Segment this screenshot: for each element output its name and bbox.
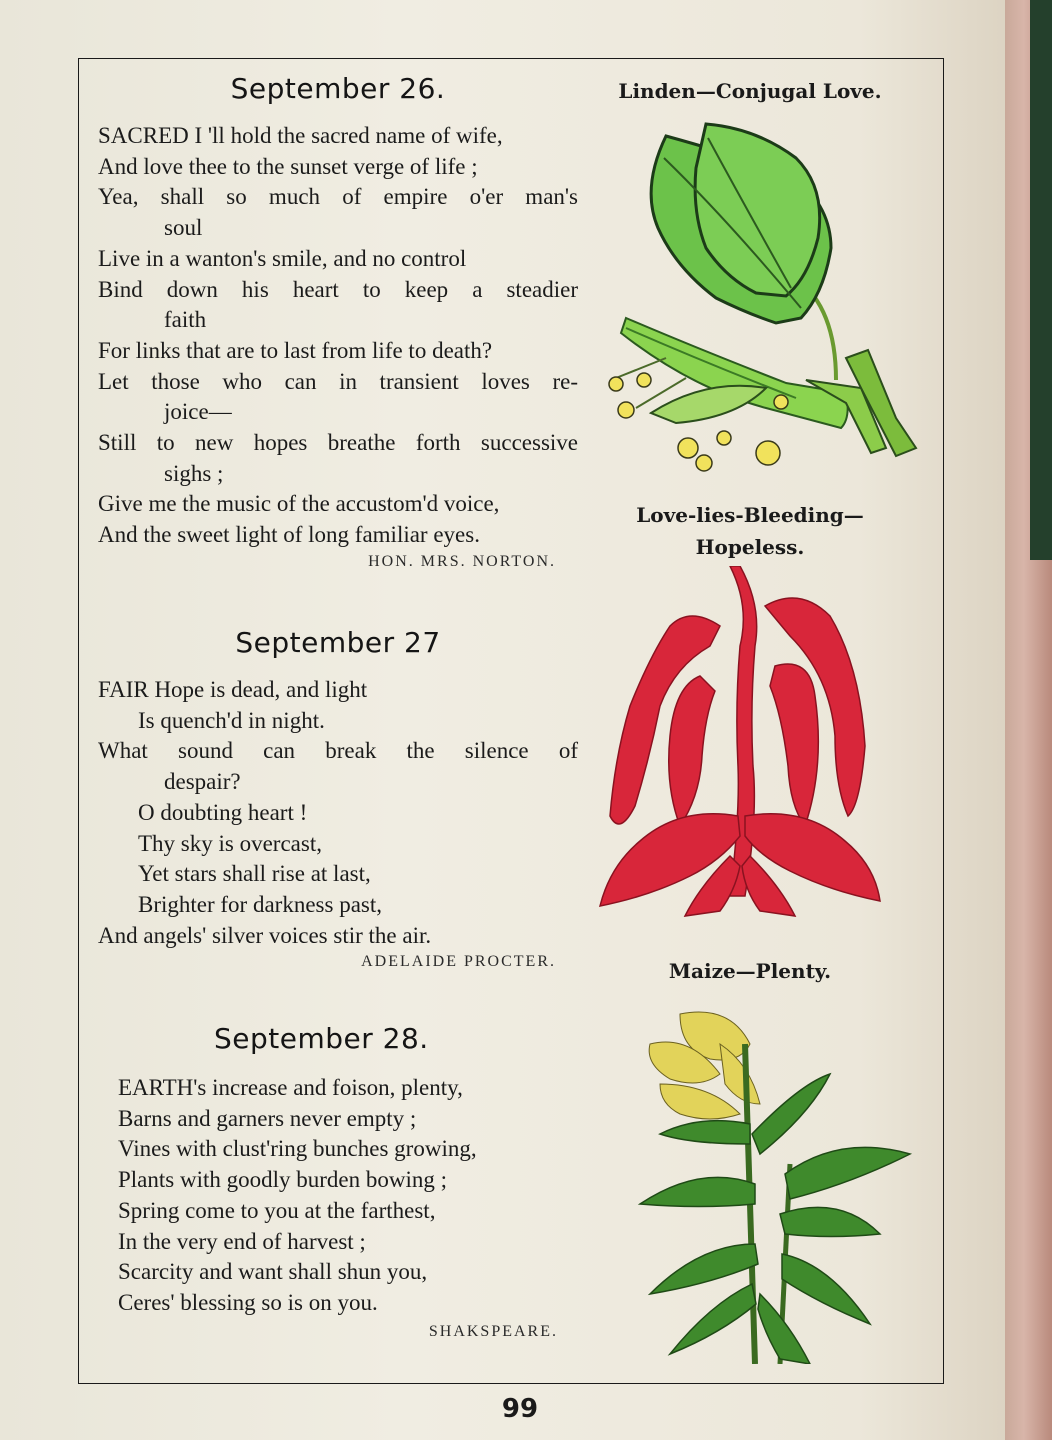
poem-line: Still to new hopes breathe forth successive [98, 430, 578, 456]
poem-line: Vines with clust'ring bunches growing, [118, 1136, 477, 1162]
poem-line: Brighter for darkness past, [138, 891, 382, 917]
entry-date: September 27 [235, 626, 441, 659]
poem-line: Barns and garners never empty ; [118, 1105, 417, 1131]
poem [98, 675, 578, 951]
caption-hopeless: Hopeless. [695, 535, 805, 559]
poem-line: Bind down his heart to keep a steadier [98, 276, 578, 302]
poem-line: Live in a wanton's smile, and no control [98, 245, 467, 271]
poem-line: Yet stars shall rise at last, [138, 861, 371, 887]
caption-love-lies-bleeding: Love-lies-Bleeding— [636, 503, 864, 527]
poem-line: Give me the music of the accustom'd voice, [98, 491, 500, 517]
poem-line: FAIR Hope is dead, and light [98, 677, 368, 702]
poem-author: HON. MRS. NORTON. [368, 552, 556, 570]
poem-line: Ceres' blessing so is on you. [118, 1289, 378, 1315]
poem-line: What sound can break the silence of [98, 738, 578, 764]
poem [98, 121, 578, 551]
entry-date: September 28. [214, 1022, 429, 1055]
page-number: 99 [501, 1394, 539, 1424]
poem-author: ADELAIDE PROCTER. [361, 953, 556, 971]
poem-line: faith [164, 307, 207, 333]
poem-line: Spring come to you at the farthest, [118, 1197, 436, 1223]
poem-line: And the sweet light of long familiar eyes. [98, 522, 480, 548]
poem-line: SACRED I 'll hold the sacred name of wife, [98, 123, 503, 148]
poem-line: despair? [164, 769, 241, 795]
poem-line: Scarcity and want shall shun you, [118, 1259, 428, 1285]
poem-line: Thy sky is overcast, [138, 830, 322, 856]
love-lies-bleeding-illustration [590, 566, 890, 926]
poem-line: For links that are to last from life to death? [98, 337, 493, 363]
poem-line: joice— [164, 399, 232, 425]
poem-line: Is quench'd in night. [138, 707, 325, 733]
poem-line: Let those who can in transient loves re- [98, 368, 578, 394]
poem-line: And love thee to the sunset verge of life ; [98, 153, 478, 179]
entry-september-28 [118, 1022, 558, 1341]
entry-september-26 [98, 72, 578, 571]
poem-line: Yea, shall so much of empire o'er man's [98, 184, 578, 210]
book-cover-edge [1030, 0, 1052, 560]
entry-date: September 26. [230, 72, 446, 105]
poem-line: O doubting heart ! [138, 799, 308, 825]
poem-line: soul [164, 215, 203, 241]
caption-linden: Linden—Conjugal Love. [618, 79, 882, 103]
maize-illustration [620, 1004, 920, 1364]
poem-line: EARTH's increase and foison, plenty, [118, 1075, 463, 1100]
linden-illustration [596, 118, 926, 480]
caption-maize: Maize—Plenty. [668, 959, 832, 983]
poem-line: And angels' silver voices stir the air. [98, 922, 432, 948]
poem-line: sighs ; [164, 460, 224, 486]
poem-author: SHAKSPEARE. [428, 1322, 558, 1340]
entry-september-27 [98, 626, 578, 971]
poem-line: Plants with goodly burden bowing ; [118, 1167, 448, 1193]
poem-line: In the very end of harvest ; [118, 1228, 366, 1254]
poem [118, 1073, 558, 1319]
